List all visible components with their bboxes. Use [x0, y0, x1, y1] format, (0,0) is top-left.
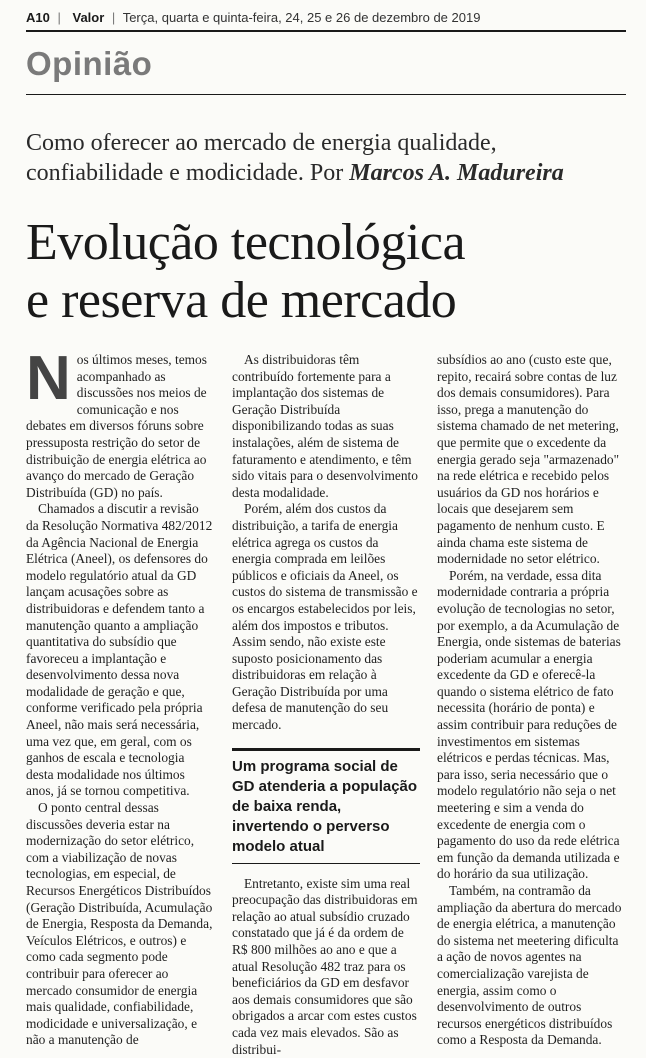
paragraph: Chamados a discutir a revisão da Resolução Normativa 482/2012 da Agência Nacional de Energia Elétrica (Aneel), os defensores do modelo regulatório atual da GD lançam acusações sobre as distribuidoras e defendem tanto a manutenção quanto a ampliação quantitativa do subsídio que favoreceu a implantação e desenvolvimento dessa nova modalidade de geração e que, conforme verificado pela própria Aneel, não mais será necessária, uma vez que, em geral, com os ganhos de escala e tecnologia desta modalidade nos últimos anos, já se tornou competitiva.	[26, 501, 213, 799]
masthead	[26, 8, 626, 32]
column-2	[232, 352, 420, 1058]
article-deck	[26, 128, 626, 188]
paragraph: O ponto central dessas discussões deveria estar na modernização do setor elétrico, com a viabilização de novas tecnologias, em especial, de Recursos Energéticos Distribuídos (Geração Distribuída, Acumulação de Energia, Resposta da Demanda, Veículos Elétricos, e outros) e como cada segmento pode contribuir para oferecer ao mercado consumidor de energia mais qualidade, confiabilidade, modicidade e universalização, e não a manutenção de	[26, 800, 213, 1048]
column-1	[26, 344, 214, 1049]
deck-text: Como oferecer ao mercado de energia qualidade, confiabilidade e modicidade.	[26, 130, 497, 186]
section-divider	[26, 94, 626, 95]
paragraph	[26, 344, 214, 501]
byline-prefix: Por	[309, 160, 344, 186]
pull-quote: Um programa social de GD atenderia a população de baixa renda, invertendo o perverso modelo atual	[232, 748, 420, 864]
paragraph: Também, na contramão da ampliação da abertura do mercado de energia elétrica, a manutenção do sistema net meetering dificulta a ação de novos agentes na comercialização varejista de energia, assim como o desenvolvimento de outros recursos energéticos distribuídos como a Resposta da Demanda.	[437, 883, 622, 1048]
headline-line-2: e reserva de mercado	[26, 272, 457, 329]
paragraph: subsídios ao ano (custo este que, repito, recairá sobre contas de luz dos demais consumidores). Para isso, prega a manutenção do sistema chamado de net metering, que permite que o excedente da energia gerado seja "armazenado" na rede elétrica e recebido pelos usuários da GD nos horários e locais que desejarem sem pagamento de nenhum custo. E ainda chama este sistema de modernidade no setor elétrico.	[437, 352, 620, 567]
paragraph: As distribuidoras têm contribuído fortemente para a implantação dos sistemas de Geração Distribuída disponibilizando todas as suas instalações, além de sistema de faturamento e atendimento, e têm sido vitais para o desenvolvimento desta modalidade.	[232, 352, 418, 500]
section-title: Opinião	[26, 45, 153, 82]
column-3	[437, 352, 625, 1049]
paragraph-text: os últimos meses, temos acompanhado as discussões nos meios de comunicação e nos debates em diversos fóruns sobre pressuposta restrição do setor de distribuição de energia elétrica ao avanço do mercado de Geração Distribuída (GD) no país.	[26, 352, 207, 500]
masthead-separator-2: |	[111, 10, 116, 25]
masthead-separator: |	[57, 10, 61, 25]
drop-cap: N	[26, 344, 71, 413]
headline	[26, 214, 626, 330]
paragraph: Entretanto, existe sim uma real preocupação das distribuidoras em relação ao atual subsídio cruzado constatado que já é da ordem de R$ 800 milhões ao ano e que a atual Resolução 482 traz para os beneficiários da GD em desfavor aos demais consumidores que são obrigados a arcar com estes custos cada vez mais elevados. São as distribui-	[232, 875, 418, 1057]
page-number: A10	[26, 10, 50, 25]
headline-line-1: Evolução tecnológica	[26, 214, 466, 271]
brand-name: Valor	[72, 10, 105, 25]
paragraph: Porém, além dos custos da distribuição, a tarifa de energia elétrica agrega os custos da energia comprada em leilões públicos e oficiais da Aneel, os custos do sistema de transmissão e os encargos estabelecidos por leis, além dos impostos e tributos. Assim sendo, não existe este suposto posicionamento das distribuidoras em relação à Geração Distribuída por uma defesa de manutenção do seu mercado.	[232, 501, 418, 733]
edition-date: Terça, quarta e quinta-feira, 24, 25 e 26 de dezembro de 2019	[122, 10, 481, 25]
paragraph: Porém, na verdade, essa dita modernidade contraria a própria evolução de tecnologias no setor, por exemplo, a da Acumulação de Energia, onde sistemas de baterias poderiam acumular a energia excedente da GD e oferecê-la quando o sistema elétrico de fato necessita (horário de ponta) e assim contribuir para reduções de investimentos em sistemas elétricos e perdas técnicas. Mas, para isso, seria necessário que o modelo regulatório não seja o net meetering e sim a venda do excedente de energia com o pagamento do uso da rede elétrica em função da demanda utilizada e do horário da sua utilização.	[437, 567, 621, 882]
author-name: Marcos A. Madureira	[349, 160, 564, 186]
